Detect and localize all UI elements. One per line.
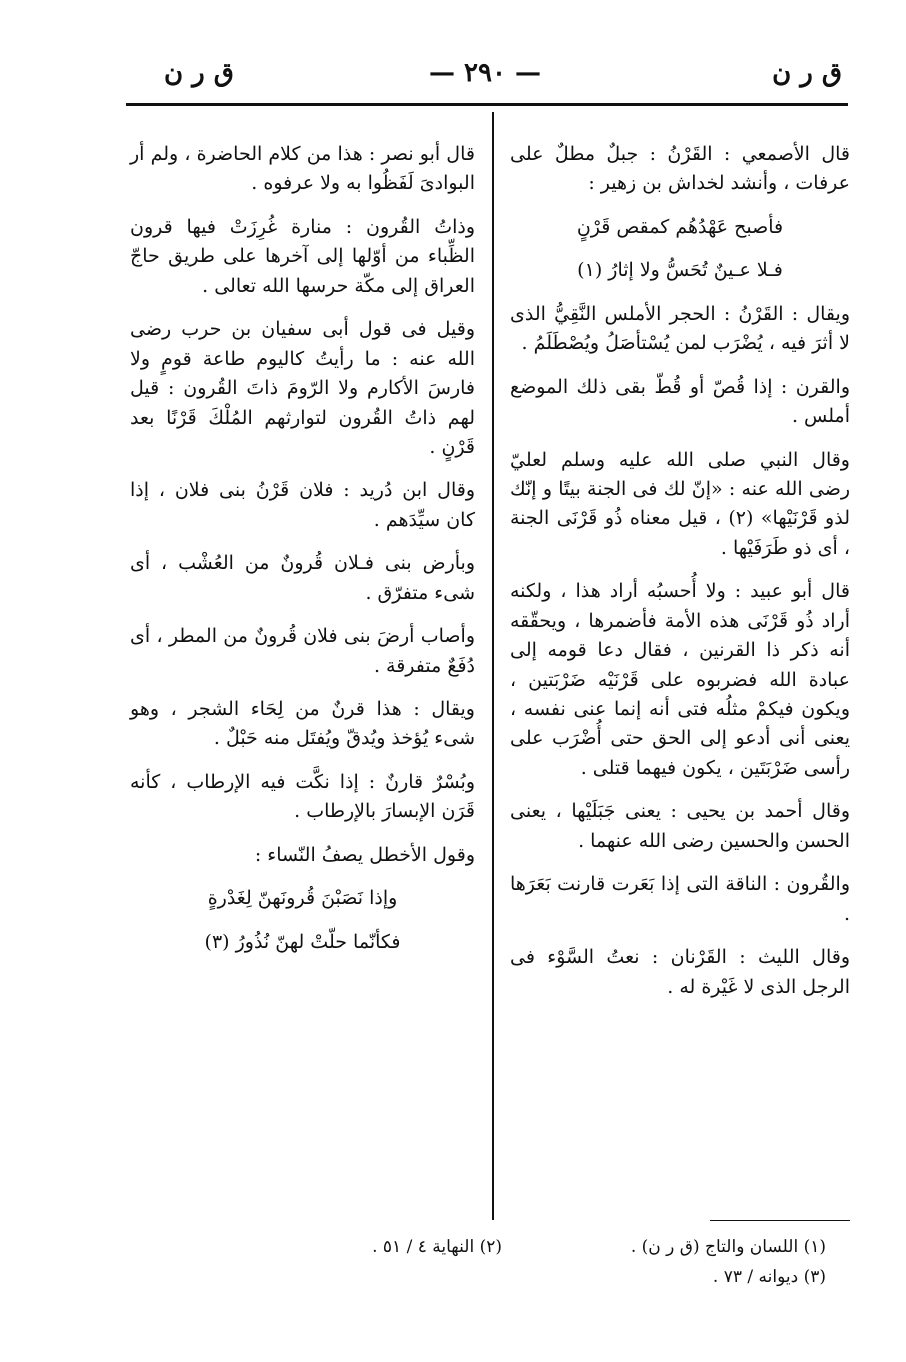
running-header <box>120 58 850 102</box>
page-number: — ٢٩٠ — <box>428 58 542 88</box>
paragraph: وأصاب أرضَ بنى فلان قُرونٌ من المطر ، أى دُفَعٌ متفرقة . <box>130 625 475 677</box>
left-column <box>130 140 475 971</box>
column-divider <box>492 112 494 1220</box>
paragraph: قال الأصمعي : القَرْنُ : جبلٌ مطلٌ على عرفات ، وأنشد لخداش بن زهير : <box>510 143 850 195</box>
paragraph: وقيل فى قول أبى سفيان بن حرب رضى الله عنه : ما رأيتُ كاليوم طاعة قومٍ ولا فارسَ الأكارم ولا الرّومَ ذاتَ القُرون : قيل لهم ذاتُ القُرون لتوارثهم المُلْكَ قَرْنًا بعد قَرْنٍ . <box>130 318 475 458</box>
header-root-left: ق ر ن <box>164 58 234 88</box>
paragraph: وذاتُ القُرون : منارة غُرِزَتْ فيها قرون الظِّباء من أوّلها إلى آخرها على طريق حاجّ العراق إلى مكّة حرسها الله تعالى . <box>130 215 475 297</box>
paragraph: والقُرون : الناقة التى إذا بَعَرت قارنت بَعَرَها . <box>510 873 850 925</box>
footnote: (٢) النهاية ٤ / ٥١ . <box>372 1237 502 1257</box>
paragraph: وقال النبي صلى الله عليه وسلم لعليّ رضى الله عنه : «إنّ لك فى الجنة بيتًا و إنّك لذو قَرْنَيْها» (٢) ، قيل معناه ذُو قَرْنَى الجنة ، أى ذو طَرَفَيْها . <box>510 448 850 559</box>
paragraph: وقال ابن دُريد : فلان قَرْنُ بنى فلان ، إذا كان سيِّدَهم . <box>130 479 475 531</box>
paragraph: وقول الأخطل يصفُ النّساء : <box>254 843 475 866</box>
right-column <box>510 140 850 1016</box>
verse-line: فـلا عـينٌ تُحَسُّ ولا إثارُ (١) <box>577 259 783 282</box>
header-root-right: ق ر ن <box>772 58 842 88</box>
paragraph: وبأرض بنى فـلان قُرونٌ من العُشْب ، أى شىء متفرّق . <box>130 552 475 604</box>
verse-line: فأصبح عَهْدُهُم كمقص قَرْنٍ <box>576 215 784 238</box>
header-rule <box>126 103 848 106</box>
footnote-rule <box>710 1220 850 1221</box>
verse-line: وإذا نَصَبْنَ قُرونَهنّ لِغَدْرةٍ <box>207 887 398 910</box>
paragraph: ويقال : القَرْنُ : الحجر الأملس النَّقِيُّ الذى لا أثرَ فيه ، يُضْرَب لمن يُسْتأصَلُ ويُصْطَلَمُ . <box>510 302 850 355</box>
paragraph: وقال أحمد بن يحيى : يعنى جَبَلَيْها ، يعنى الحسن والحسين رضى الله عنهما . <box>510 800 850 852</box>
paragraph: وقال الليث : القَرْنان : نعتُ السَّوْء فى الرجل الذى لا غَيْرة له . <box>510 946 850 998</box>
footnote: (١) اللسان والتاج (ق ر ن) . <box>630 1237 826 1257</box>
verse-line: فكأنّما حلّتْ لهنّ نُذُورُ (٣) <box>204 930 401 953</box>
paragraph: ويقال : هذا قرنٌ من لِحَاء الشجر ، وهو شىء يُؤخذ ويُدقّ ويُفتَل منه حَبْلٌ . <box>130 698 475 750</box>
paragraph: والقرن : إذا قُصّ أو قُطّ بقى ذلك الموضع أملس . <box>510 375 850 428</box>
paragraph: وبُسْرٌ قارنٌ : إذا نكَّت فيه الإرطاب ، كأنه قَرَن الإبسارَ بالإرطاب . <box>130 770 475 823</box>
paragraph: قال أبو نصر : هذا من كلام الحاضرة ، ولم أر البوادىَ لَفَظُوا به ولا عرفوه . <box>130 143 475 195</box>
paragraph: قال أبو عبيد : ولا أُحسبُه أراد هذا ، ولكنه أراد ذُو قَرْنَى هذه الأمة فأضمرها ، ويحقّقه أنه ذكر ذا القرنين ، فقال دعا قومه إلى عبادة الله فضربوه على قَرْنَيْه ضَرْبَتين ، ويكون فيكمْ مثلُه فتى أنه إنما عنى نفسه ، يعنى أنى أدعو إلى الحق حتى أُضْرَب على رأسى ضَرْبَتَين ، يكون فيهما قتلى . <box>510 580 850 779</box>
footnote: (٣) ديوانه / ٧٣ . <box>712 1267 826 1287</box>
